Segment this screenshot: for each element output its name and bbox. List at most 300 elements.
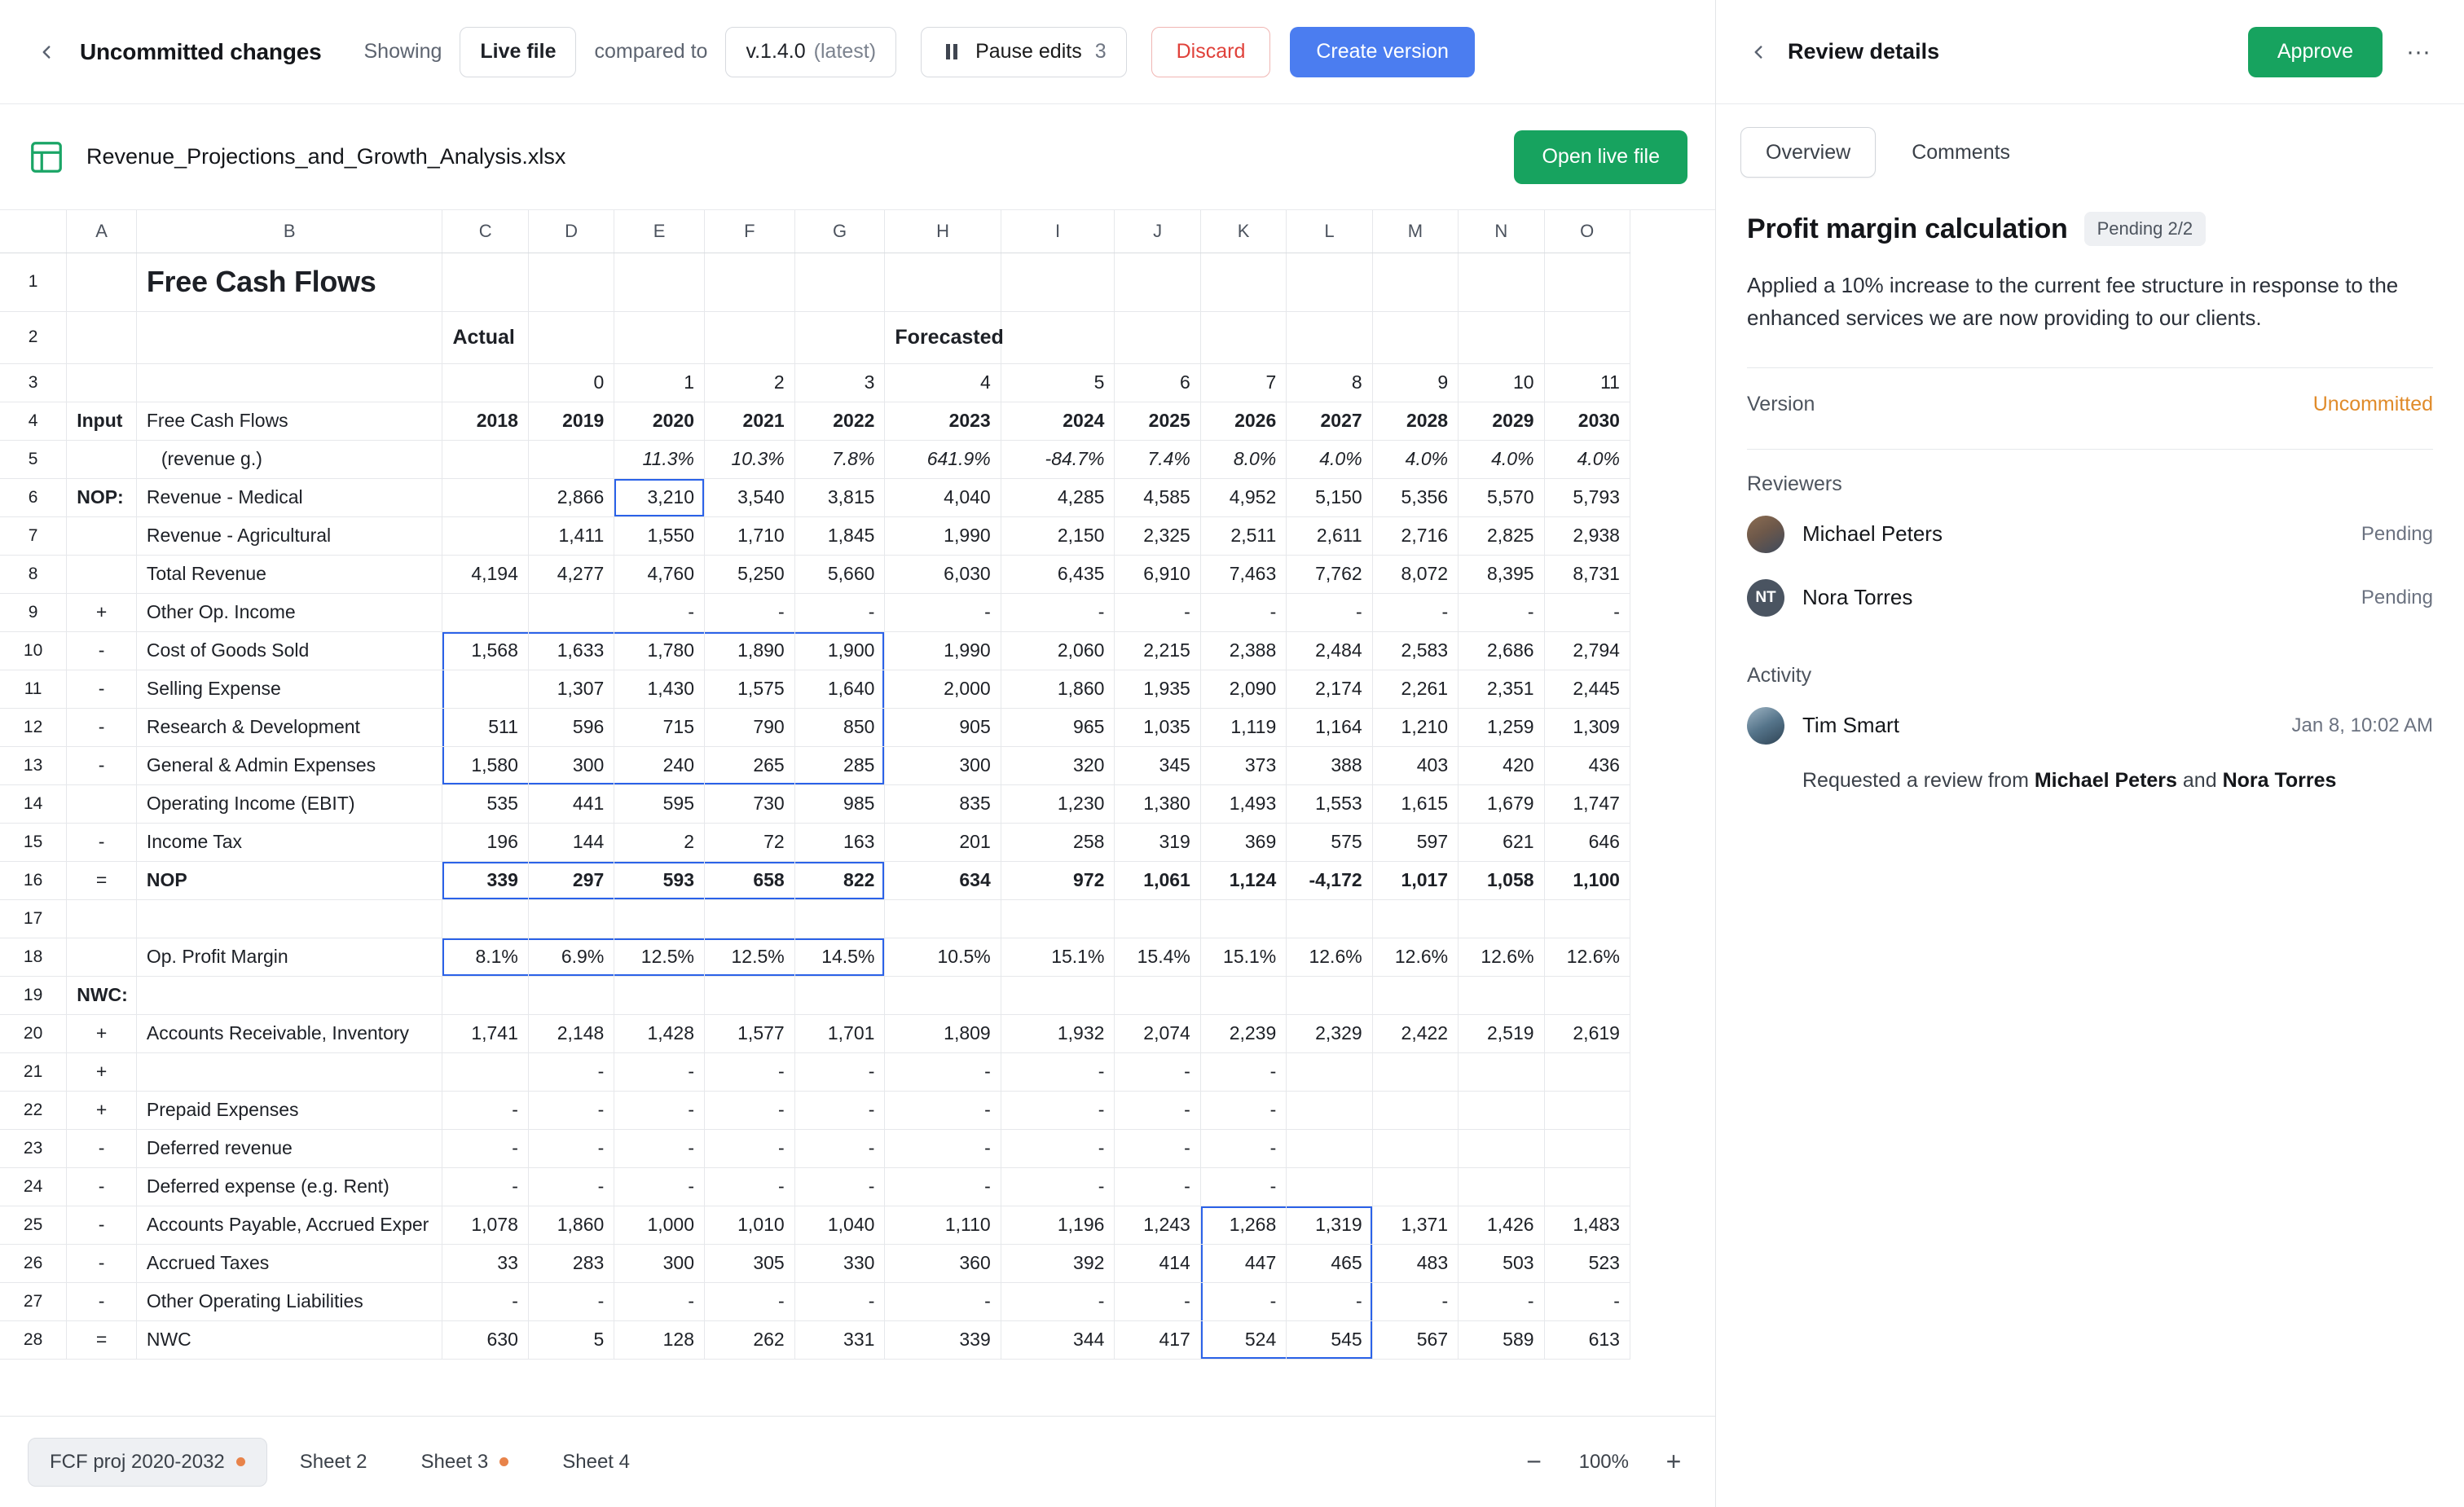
- cell-G3[interactable]: 3: [794, 363, 885, 402]
- row-header[interactable]: 18: [0, 938, 67, 976]
- col-header-O[interactable]: O: [1544, 210, 1630, 253]
- cell-I4[interactable]: 2024: [1001, 402, 1115, 440]
- cell-O1[interactable]: [1544, 253, 1630, 311]
- cell-O21[interactable]: [1544, 1052, 1630, 1091]
- cell-M27[interactable]: -: [1372, 1282, 1458, 1320]
- cell-E4[interactable]: 2020: [614, 402, 705, 440]
- cell-L21[interactable]: [1287, 1052, 1372, 1091]
- cell-B12[interactable]: Research & Development: [136, 708, 442, 746]
- row-header[interactable]: 12: [0, 708, 67, 746]
- cell-G2[interactable]: [794, 311, 885, 363]
- cell-G14[interactable]: 985: [794, 784, 885, 823]
- cell-E2[interactable]: [614, 311, 705, 363]
- cell-M12[interactable]: 1,210: [1372, 708, 1458, 746]
- corner-cell[interactable]: [0, 210, 67, 253]
- cell-B11[interactable]: Selling Expense: [136, 670, 442, 708]
- cell-O10[interactable]: 2,794: [1544, 631, 1630, 670]
- cell-D27[interactable]: -: [528, 1282, 614, 1320]
- col-header-A[interactable]: A: [67, 210, 137, 253]
- cell-G15[interactable]: 163: [794, 823, 885, 861]
- cell-M13[interactable]: 403: [1372, 746, 1458, 784]
- cell-B6[interactable]: Revenue - Medical: [136, 478, 442, 516]
- cell-D4[interactable]: 2019: [528, 402, 614, 440]
- cell-J8[interactable]: 6,910: [1115, 555, 1200, 593]
- col-header-I[interactable]: I: [1001, 210, 1115, 253]
- row-header[interactable]: 20: [0, 1014, 67, 1052]
- cell-H26[interactable]: 360: [885, 1244, 1001, 1282]
- cell-O23[interactable]: [1544, 1129, 1630, 1167]
- cell-O19[interactable]: [1544, 976, 1630, 1014]
- cell-K8[interactable]: 7,463: [1200, 555, 1286, 593]
- cell-G22[interactable]: -: [794, 1091, 885, 1129]
- cell-D2[interactable]: [528, 311, 614, 363]
- cell-L15[interactable]: 575: [1287, 823, 1372, 861]
- cell-D21[interactable]: -: [528, 1052, 614, 1091]
- cell-E12[interactable]: 715: [614, 708, 705, 746]
- cell-D28[interactable]: 5: [528, 1320, 614, 1359]
- col-header-G[interactable]: G: [794, 210, 885, 253]
- cell-A14[interactable]: [67, 784, 137, 823]
- sheet-tab-3[interactable]: [400, 1438, 530, 1487]
- cell-L25[interactable]: 1,319: [1287, 1206, 1372, 1244]
- cell-B22[interactable]: Prepaid Expenses: [136, 1091, 442, 1129]
- cell-L8[interactable]: 7,762: [1287, 555, 1372, 593]
- cell-C13[interactable]: 1,580: [442, 746, 528, 784]
- cell-J28[interactable]: 417: [1115, 1320, 1200, 1359]
- cell-C5[interactable]: [442, 440, 528, 478]
- cell-K26[interactable]: 447: [1200, 1244, 1286, 1282]
- row-header[interactable]: 5: [0, 440, 67, 478]
- version-select[interactable]: [725, 27, 896, 77]
- cell-O25[interactable]: 1,483: [1544, 1206, 1630, 1244]
- cell-G20[interactable]: 1,701: [794, 1014, 885, 1052]
- cell-M5[interactable]: 4.0%: [1372, 440, 1458, 478]
- cell-G27[interactable]: -: [794, 1282, 885, 1320]
- cell-L2[interactable]: [1287, 311, 1372, 363]
- cell-A1[interactable]: [67, 253, 137, 311]
- cell-I19[interactable]: [1001, 976, 1115, 1014]
- cell-E14[interactable]: 595: [614, 784, 705, 823]
- cell-G9[interactable]: -: [794, 593, 885, 631]
- cell-B10[interactable]: Cost of Goods Sold: [136, 631, 442, 670]
- cell-I12[interactable]: 965: [1001, 708, 1115, 746]
- cell-F23[interactable]: -: [705, 1129, 795, 1167]
- cell-F14[interactable]: 730: [705, 784, 795, 823]
- cell-L1[interactable]: [1287, 253, 1372, 311]
- cell-H17[interactable]: [885, 899, 1001, 938]
- cell-N23[interactable]: [1459, 1129, 1544, 1167]
- cell-E13[interactable]: 240: [614, 746, 705, 784]
- cell-C22[interactable]: -: [442, 1091, 528, 1129]
- cell-L28[interactable]: 545: [1287, 1320, 1372, 1359]
- cell-J7[interactable]: 2,325: [1115, 516, 1200, 555]
- cell-A3[interactable]: [67, 363, 137, 402]
- cell-G13[interactable]: 285: [794, 746, 885, 784]
- cell-N25[interactable]: 1,426: [1459, 1206, 1544, 1244]
- cell-B2[interactable]: [136, 311, 442, 363]
- cell-H5[interactable]: 641.9%: [885, 440, 1001, 478]
- cell-N24[interactable]: [1459, 1167, 1544, 1206]
- cell-A10[interactable]: -: [67, 631, 137, 670]
- cell-J10[interactable]: 2,215: [1115, 631, 1200, 670]
- cell-E24[interactable]: -: [614, 1167, 705, 1206]
- discard-button[interactable]: Discard: [1151, 27, 1271, 77]
- cell-C8[interactable]: 4,194: [442, 555, 528, 593]
- row-header[interactable]: 26: [0, 1244, 67, 1282]
- row-header[interactable]: 6: [0, 478, 67, 516]
- cell-K3[interactable]: 7: [1200, 363, 1286, 402]
- cell-G16[interactable]: 822: [794, 861, 885, 899]
- cell-C7[interactable]: [442, 516, 528, 555]
- cell-K13[interactable]: 373: [1200, 746, 1286, 784]
- row-header[interactable]: 17: [0, 899, 67, 938]
- row-header[interactable]: 24: [0, 1167, 67, 1206]
- cell-E1[interactable]: [614, 253, 705, 311]
- cell-B3[interactable]: [136, 363, 442, 402]
- cell-G8[interactable]: 5,660: [794, 555, 885, 593]
- cell-G19[interactable]: [794, 976, 885, 1014]
- cell-N21[interactable]: [1459, 1052, 1544, 1091]
- row-header[interactable]: 11: [0, 670, 67, 708]
- cell-C14[interactable]: 535: [442, 784, 528, 823]
- cell-D25[interactable]: 1,860: [528, 1206, 614, 1244]
- row-header[interactable]: 3: [0, 363, 67, 402]
- cell-F15[interactable]: 72: [705, 823, 795, 861]
- cell-D10[interactable]: 1,633: [528, 631, 614, 670]
- cell-I6[interactable]: 4,285: [1001, 478, 1115, 516]
- cell-N17[interactable]: [1459, 899, 1544, 938]
- cell-E15[interactable]: 2: [614, 823, 705, 861]
- cell-A15[interactable]: -: [67, 823, 137, 861]
- row-header[interactable]: 9: [0, 593, 67, 631]
- row-header[interactable]: 7: [0, 516, 67, 555]
- cell-A27[interactable]: -: [67, 1282, 137, 1320]
- cell-G6[interactable]: 3,815: [794, 478, 885, 516]
- cell-A6[interactable]: NOP:: [67, 478, 137, 516]
- cell-K19[interactable]: [1200, 976, 1286, 1014]
- col-header-N[interactable]: N: [1459, 210, 1544, 253]
- cell-F18[interactable]: 12.5%: [705, 938, 795, 976]
- cell-L11[interactable]: 2,174: [1287, 670, 1372, 708]
- row-header[interactable]: 23: [0, 1129, 67, 1167]
- cell-F9[interactable]: -: [705, 593, 795, 631]
- cell-K11[interactable]: 2,090: [1200, 670, 1286, 708]
- cell-K22[interactable]: -: [1200, 1091, 1286, 1129]
- cell-H25[interactable]: 1,110: [885, 1206, 1001, 1244]
- cell-H15[interactable]: 201: [885, 823, 1001, 861]
- cell-G28[interactable]: 331: [794, 1320, 885, 1359]
- cell-C12[interactable]: 511: [442, 708, 528, 746]
- cell-H16[interactable]: 634: [885, 861, 1001, 899]
- cell-A4[interactable]: Input: [67, 402, 137, 440]
- cell-L22[interactable]: [1287, 1091, 1372, 1129]
- cell-J9[interactable]: -: [1115, 593, 1200, 631]
- cell-I3[interactable]: 5: [1001, 363, 1115, 402]
- cell-G5[interactable]: 7.8%: [794, 440, 885, 478]
- row-header[interactable]: 13: [0, 746, 67, 784]
- cell-E9[interactable]: -: [614, 593, 705, 631]
- reviewer-row[interactable]: [1747, 503, 2433, 566]
- cell-F26[interactable]: 305: [705, 1244, 795, 1282]
- cell-L9[interactable]: -: [1287, 593, 1372, 631]
- row-header[interactable]: 19: [0, 976, 67, 1014]
- cell-F19[interactable]: [705, 976, 795, 1014]
- cell-E11[interactable]: 1,430: [614, 670, 705, 708]
- sheet-tab-fcf[interactable]: [28, 1438, 267, 1487]
- cell-C15[interactable]: 196: [442, 823, 528, 861]
- cell-E3[interactable]: 1: [614, 363, 705, 402]
- cell-E6[interactable]: 3,210: [614, 478, 705, 516]
- cell-K4[interactable]: 2026: [1200, 402, 1286, 440]
- cell-O3[interactable]: 11: [1544, 363, 1630, 402]
- cell-I20[interactable]: 1,932: [1001, 1014, 1115, 1052]
- cell-A5[interactable]: [67, 440, 137, 478]
- cell-L19[interactable]: [1287, 976, 1372, 1014]
- cell-O4[interactable]: 2030: [1544, 402, 1630, 440]
- cell-A2[interactable]: [67, 311, 137, 363]
- cell-F12[interactable]: 790: [705, 708, 795, 746]
- ellipsis-icon[interactable]: ···: [2406, 37, 2431, 65]
- row-header[interactable]: 27: [0, 1282, 67, 1320]
- cell-C1[interactable]: [442, 253, 528, 311]
- cell-O13[interactable]: 436: [1544, 746, 1630, 784]
- cell-O5[interactable]: 4.0%: [1544, 440, 1630, 478]
- cell-M6[interactable]: 5,356: [1372, 478, 1458, 516]
- cell-J15[interactable]: 319: [1115, 823, 1200, 861]
- cell-H9[interactable]: -: [885, 593, 1001, 631]
- cell-C19[interactable]: [442, 976, 528, 1014]
- cell-N14[interactable]: 1,679: [1459, 784, 1544, 823]
- cell-J5[interactable]: 7.4%: [1115, 440, 1200, 478]
- cell-C24[interactable]: -: [442, 1167, 528, 1206]
- cell-E5[interactable]: 11.3%: [614, 440, 705, 478]
- cell-L12[interactable]: 1,164: [1287, 708, 1372, 746]
- cell-J12[interactable]: 1,035: [1115, 708, 1200, 746]
- cell-I7[interactable]: 2,150: [1001, 516, 1115, 555]
- cell-L27[interactable]: -: [1287, 1282, 1372, 1320]
- cell-G17[interactable]: [794, 899, 885, 938]
- cell-O17[interactable]: [1544, 899, 1630, 938]
- cell-M21[interactable]: [1372, 1052, 1458, 1091]
- cell-N20[interactable]: 2,519: [1459, 1014, 1544, 1052]
- cell-F1[interactable]: [705, 253, 795, 311]
- cell-N26[interactable]: 503: [1459, 1244, 1544, 1282]
- cell-L17[interactable]: [1287, 899, 1372, 938]
- cell-I24[interactable]: -: [1001, 1167, 1115, 1206]
- cell-L16[interactable]: -4,172: [1287, 861, 1372, 899]
- cell-N19[interactable]: [1459, 976, 1544, 1014]
- cell-I21[interactable]: -: [1001, 1052, 1115, 1091]
- tab-comments[interactable]: Comments: [1912, 140, 2011, 164]
- cell-J16[interactable]: 1,061: [1115, 861, 1200, 899]
- cell-K6[interactable]: 4,952: [1200, 478, 1286, 516]
- cell-O28[interactable]: 613: [1544, 1320, 1630, 1359]
- cell-J3[interactable]: 6: [1115, 363, 1200, 402]
- row-header[interactable]: 16: [0, 861, 67, 899]
- cell-D1[interactable]: [528, 253, 614, 311]
- cell-D19[interactable]: [528, 976, 614, 1014]
- cell-G10[interactable]: 1,900: [794, 631, 885, 670]
- cell-A26[interactable]: -: [67, 1244, 137, 1282]
- cell-C16[interactable]: 339: [442, 861, 528, 899]
- cell-E8[interactable]: 4,760: [614, 555, 705, 593]
- cell-F7[interactable]: 1,710: [705, 516, 795, 555]
- cell-O26[interactable]: 523: [1544, 1244, 1630, 1282]
- cell-J24[interactable]: -: [1115, 1167, 1200, 1206]
- open-live-file-button[interactable]: Open live file: [1514, 130, 1687, 184]
- cell-K21[interactable]: -: [1200, 1052, 1286, 1091]
- cell-K10[interactable]: 2,388: [1200, 631, 1286, 670]
- cell-F16[interactable]: 658: [705, 861, 795, 899]
- cell-B18[interactable]: Op. Profit Margin: [136, 938, 442, 976]
- cell-N5[interactable]: 4.0%: [1459, 440, 1544, 478]
- sheet-tab-2[interactable]: [279, 1438, 389, 1487]
- cell-F5[interactable]: 10.3%: [705, 440, 795, 478]
- cell-M22[interactable]: [1372, 1091, 1458, 1129]
- cell-M24[interactable]: [1372, 1167, 1458, 1206]
- cell-K1[interactable]: [1200, 253, 1286, 311]
- col-header-F[interactable]: F: [705, 210, 795, 253]
- cell-M10[interactable]: 2,583: [1372, 631, 1458, 670]
- cell-D13[interactable]: 300: [528, 746, 614, 784]
- cell-L10[interactable]: 2,484: [1287, 631, 1372, 670]
- cell-C6[interactable]: [442, 478, 528, 516]
- cell-B17[interactable]: [136, 899, 442, 938]
- reviewer-row[interactable]: [1747, 566, 2433, 630]
- cell-J22[interactable]: -: [1115, 1091, 1200, 1129]
- cell-K5[interactable]: 8.0%: [1200, 440, 1286, 478]
- cell-H11[interactable]: 2,000: [885, 670, 1001, 708]
- col-header-E[interactable]: E: [614, 210, 705, 253]
- cell-D17[interactable]: [528, 899, 614, 938]
- cell-F25[interactable]: 1,010: [705, 1206, 795, 1244]
- cell-A7[interactable]: [67, 516, 137, 555]
- cell-D11[interactable]: 1,307: [528, 670, 614, 708]
- cell-D24[interactable]: -: [528, 1167, 614, 1206]
- cell-A9[interactable]: +: [67, 593, 137, 631]
- cell-K15[interactable]: 369: [1200, 823, 1286, 861]
- cell-K17[interactable]: [1200, 899, 1286, 938]
- cell-E28[interactable]: 128: [614, 1320, 705, 1359]
- cell-N16[interactable]: 1,058: [1459, 861, 1544, 899]
- cell-M15[interactable]: 597: [1372, 823, 1458, 861]
- cell-A20[interactable]: +: [67, 1014, 137, 1052]
- cell-A21[interactable]: +: [67, 1052, 137, 1091]
- cell-D15[interactable]: 144: [528, 823, 614, 861]
- cell-N12[interactable]: 1,259: [1459, 708, 1544, 746]
- cell-C9[interactable]: [442, 593, 528, 631]
- cell-I25[interactable]: 1,196: [1001, 1206, 1115, 1244]
- cell-N4[interactable]: 2029: [1459, 402, 1544, 440]
- cell-H8[interactable]: 6,030: [885, 555, 1001, 593]
- cell-G12[interactable]: 850: [794, 708, 885, 746]
- cell-F21[interactable]: -: [705, 1052, 795, 1091]
- cell-G11[interactable]: 1,640: [794, 670, 885, 708]
- cell-L24[interactable]: [1287, 1167, 1372, 1206]
- cell-I10[interactable]: 2,060: [1001, 631, 1115, 670]
- cell-H27[interactable]: -: [885, 1282, 1001, 1320]
- cell-J25[interactable]: 1,243: [1115, 1206, 1200, 1244]
- cell-N2[interactable]: [1459, 311, 1544, 363]
- cell-A19[interactable]: NWC:: [67, 976, 137, 1014]
- cell-K18[interactable]: 15.1%: [1200, 938, 1286, 976]
- cell-E25[interactable]: 1,000: [614, 1206, 705, 1244]
- cell-E23[interactable]: -: [614, 1129, 705, 1167]
- cell-J14[interactable]: 1,380: [1115, 784, 1200, 823]
- cell-K7[interactable]: 2,511: [1200, 516, 1286, 555]
- cell-B25[interactable]: Accounts Payable, Accrued Exper: [136, 1206, 442, 1244]
- cell-B24[interactable]: Deferred expense (e.g. Rent): [136, 1167, 442, 1206]
- cell-O7[interactable]: 2,938: [1544, 516, 1630, 555]
- cell-B26[interactable]: Accrued Taxes: [136, 1244, 442, 1282]
- zoom-out-icon[interactable]: −: [1526, 1447, 1542, 1476]
- cell-J1[interactable]: [1115, 253, 1200, 311]
- cell-O22[interactable]: [1544, 1091, 1630, 1129]
- cell-O27[interactable]: -: [1544, 1282, 1630, 1320]
- cell-D8[interactable]: 4,277: [528, 555, 614, 593]
- cell-K24[interactable]: -: [1200, 1167, 1286, 1206]
- cell-F17[interactable]: [705, 899, 795, 938]
- cell-L5[interactable]: 4.0%: [1287, 440, 1372, 478]
- row-header[interactable]: 15: [0, 823, 67, 861]
- cell-A25[interactable]: -: [67, 1206, 137, 1244]
- back-icon[interactable]: [28, 33, 65, 71]
- cell-C20[interactable]: 1,741: [442, 1014, 528, 1052]
- cell-A16[interactable]: =: [67, 861, 137, 899]
- cell-F2[interactable]: [705, 311, 795, 363]
- cell-E16[interactable]: 593: [614, 861, 705, 899]
- cell-H22[interactable]: -: [885, 1091, 1001, 1129]
- col-header-B[interactable]: B: [136, 210, 442, 253]
- row-header[interactable]: 10: [0, 631, 67, 670]
- cell-C25[interactable]: 1,078: [442, 1206, 528, 1244]
- cell-O12[interactable]: 1,309: [1544, 708, 1630, 746]
- cell-L13[interactable]: 388: [1287, 746, 1372, 784]
- cell-M14[interactable]: 1,615: [1372, 784, 1458, 823]
- cell-I22[interactable]: -: [1001, 1091, 1115, 1129]
- cell-G4[interactable]: 2022: [794, 402, 885, 440]
- cell-A23[interactable]: -: [67, 1129, 137, 1167]
- cell-F3[interactable]: 2: [705, 363, 795, 402]
- cell-N22[interactable]: [1459, 1091, 1544, 1129]
- cell-N7[interactable]: 2,825: [1459, 516, 1544, 555]
- cell-I1[interactable]: [1001, 253, 1115, 311]
- cell-I14[interactable]: 1,230: [1001, 784, 1115, 823]
- create-version-button[interactable]: Create version: [1290, 27, 1475, 77]
- cell-E20[interactable]: 1,428: [614, 1014, 705, 1052]
- cell-K14[interactable]: 1,493: [1200, 784, 1286, 823]
- cell-M20[interactable]: 2,422: [1372, 1014, 1458, 1052]
- cell-E26[interactable]: 300: [614, 1244, 705, 1282]
- cell-H20[interactable]: 1,809: [885, 1014, 1001, 1052]
- row-header[interactable]: 22: [0, 1091, 67, 1129]
- cell-D26[interactable]: 283: [528, 1244, 614, 1282]
- col-header-M[interactable]: M: [1372, 210, 1458, 253]
- cell-J21[interactable]: -: [1115, 1052, 1200, 1091]
- cell-M19[interactable]: [1372, 976, 1458, 1014]
- cell-K2[interactable]: [1200, 311, 1286, 363]
- cell-M8[interactable]: 8,072: [1372, 555, 1458, 593]
- cell-N8[interactable]: 8,395: [1459, 555, 1544, 593]
- cell-D16[interactable]: 297: [528, 861, 614, 899]
- cell-N15[interactable]: 621: [1459, 823, 1544, 861]
- cell-C11[interactable]: [442, 670, 528, 708]
- cell-J27[interactable]: -: [1115, 1282, 1200, 1320]
- cell-O15[interactable]: 646: [1544, 823, 1630, 861]
- cell-H1[interactable]: [885, 253, 1001, 311]
- cell-J2[interactable]: [1115, 311, 1200, 363]
- cell-I13[interactable]: 320: [1001, 746, 1115, 784]
